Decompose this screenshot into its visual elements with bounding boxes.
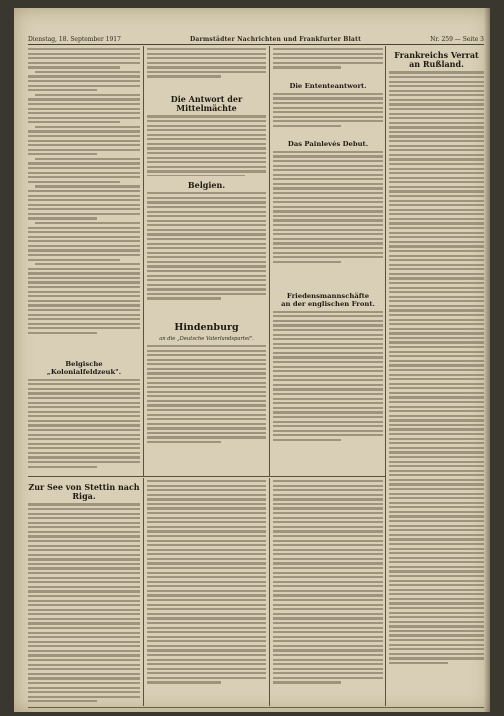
- column-rule: [143, 46, 144, 476]
- headline-frankreich: Frankreichs Verrat an Rußland.: [394, 50, 479, 70]
- column-rule: [385, 46, 386, 706]
- article-englische-front: [273, 290, 383, 474]
- header-title: Darmstädter Nachrichten und Frankfurter Blatt: [190, 35, 362, 43]
- headline-hindenburg: Hindenburg: [174, 322, 239, 333]
- page-edge-shadow: [484, 8, 490, 712]
- article-koloniale: [28, 358, 140, 474]
- headline-belgien: Belgien.: [187, 180, 226, 190]
- article-see-continued: [147, 480, 266, 706]
- article-column-3-top: [273, 48, 383, 78]
- headline-entente: Die Ententeantwort.: [289, 82, 367, 90]
- article-entente: [273, 80, 383, 136]
- column-rule: [143, 478, 144, 706]
- column-rule: [269, 478, 270, 706]
- article-painleve: [273, 138, 383, 288]
- header-issue: Nr. 259 — Seite 3: [430, 35, 484, 43]
- section-rule: [28, 476, 385, 477]
- article-hindenburg: [147, 320, 266, 474]
- article-frankreich: [389, 48, 484, 706]
- page-footer-rule: [28, 707, 484, 708]
- column-rule: [269, 46, 270, 476]
- article-column-1: [28, 48, 140, 358]
- newspaper-page: [14, 8, 490, 712]
- headline-see: Zur See von Stettin nach Riga.: [28, 482, 140, 502]
- subheadline-hindenburg: an die „Deutsche Vaterlandspartei".: [159, 335, 254, 342]
- article-see: [28, 480, 140, 706]
- headline-englische-front: an der englischen Front.: [281, 299, 375, 308]
- article-belgien: [147, 178, 266, 318]
- headline-friedensmanschafte: Friedensmannschäfte: [286, 292, 370, 300]
- article-column-2-top: [147, 48, 266, 88]
- header-date: Dienstag, 18. September 1917: [28, 35, 121, 43]
- page-header: [28, 34, 484, 45]
- headline-koloniale: Belgische „Kolonialfeldzeuk".: [46, 360, 122, 376]
- article-see-end: [273, 480, 383, 706]
- headline-painleve: Das Painlevés Debut.: [287, 140, 369, 148]
- article-antwort: [147, 92, 266, 176]
- headline-antwort: Die Antwort der Mittelmächte: [170, 94, 243, 114]
